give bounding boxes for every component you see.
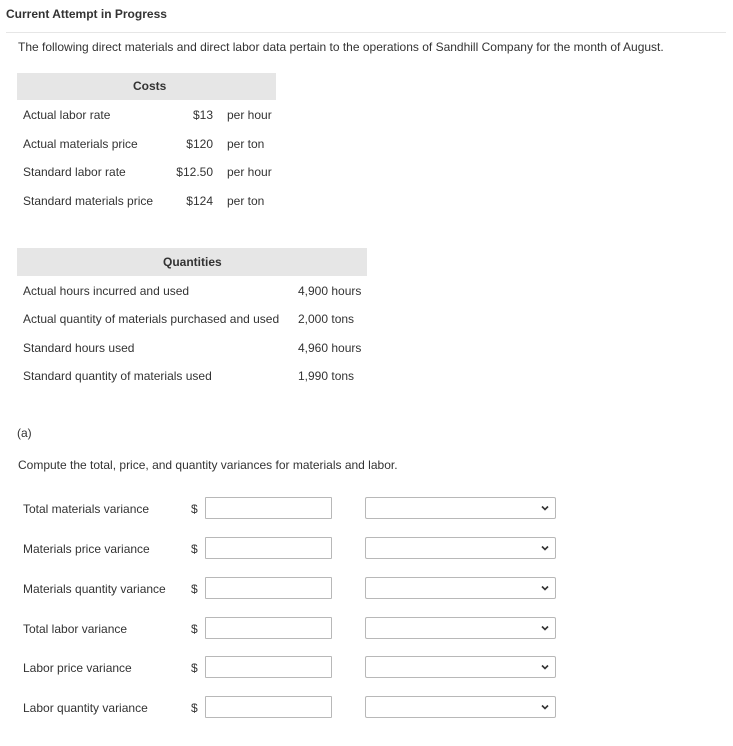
- labor-price-variance-select[interactable]: [365, 656, 556, 678]
- currency-sign: $: [191, 701, 198, 715]
- costs-row: [17, 165, 276, 185]
- quantities-row: [17, 284, 367, 304]
- cost-value: $124: [186, 194, 213, 208]
- quantities-table-header: [17, 248, 367, 276]
- quantity-value: 1,990 tons: [298, 369, 355, 383]
- cost-label: Standard materials price: [23, 194, 154, 208]
- costs-row: [17, 194, 276, 214]
- quantities-row: [17, 312, 367, 332]
- materials-quantity-variance-select[interactable]: [365, 577, 556, 599]
- quantities-heading: Quantities: [163, 255, 222, 269]
- cost-unit: per ton: [227, 194, 265, 208]
- cost-unit: per hour: [227, 108, 272, 122]
- quantities-row: [17, 369, 367, 389]
- materials-price-variance-select[interactable]: [365, 537, 556, 559]
- total-materials-variance-input[interactable]: [205, 497, 332, 519]
- labor-quantity-variance-select[interactable]: [365, 696, 556, 718]
- quantity-value: 2,000 tons: [298, 312, 355, 326]
- part-label: (a): [17, 426, 32, 440]
- labor-quantity-variance-input[interactable]: [205, 696, 332, 718]
- cost-unit: per hour: [227, 165, 272, 179]
- quantity-value: 4,960 hours: [298, 341, 362, 355]
- cost-label: Actual materials price: [23, 137, 138, 151]
- quantities-row: [17, 341, 367, 361]
- labor-price-variance-input[interactable]: [205, 656, 332, 678]
- costs-table-header: [17, 73, 276, 100]
- cost-value: $120: [186, 137, 213, 151]
- variance-label: Labor price variance: [23, 661, 132, 675]
- cost-label: Actual labor rate: [23, 108, 111, 122]
- variance-label: Total materials variance: [23, 502, 150, 516]
- chevron-down-icon: [540, 583, 550, 593]
- variance-row-labor-price: [17, 656, 562, 680]
- variance-row-total-labor: [17, 617, 562, 641]
- chevron-down-icon: [540, 503, 550, 513]
- chevron-down-icon: [540, 662, 550, 672]
- chevron-down-icon: [540, 543, 550, 553]
- currency-sign: $: [191, 502, 198, 516]
- cost-unit: per ton: [227, 137, 265, 151]
- chevron-down-icon: [540, 623, 550, 633]
- variance-row-labor-quantity: [17, 696, 562, 720]
- variance-label: Materials price variance: [23, 542, 150, 556]
- header-divider: [6, 32, 726, 33]
- currency-sign: $: [191, 542, 198, 556]
- quantity-label: Standard hours used: [23, 341, 135, 355]
- cost-value: $12.50: [176, 165, 213, 179]
- currency-sign: $: [191, 622, 198, 636]
- currency-sign: $: [191, 661, 198, 675]
- chevron-down-icon: [540, 702, 550, 712]
- variance-row-materials-price: [17, 537, 562, 561]
- costs-heading: Costs: [133, 79, 167, 93]
- part-instruction: Compute the total, price, and quantity variances for materials and labor.: [18, 458, 398, 472]
- total-labor-variance-input[interactable]: [205, 617, 332, 639]
- variance-label: Materials quantity variance: [23, 582, 166, 596]
- costs-row: [17, 108, 276, 128]
- problem-intro: The following direct materials and direct labor data pertain to the operations of Sandhill Company for the month of August.: [18, 40, 664, 54]
- variance-label: Total labor variance: [23, 622, 128, 636]
- materials-quantity-variance-input[interactable]: [205, 577, 332, 599]
- cost-value: $13: [192, 108, 213, 122]
- quantity-label: Actual hours incurred and used: [23, 284, 190, 298]
- variance-row-total-materials: [17, 497, 562, 521]
- total-labor-variance-select[interactable]: [365, 617, 556, 639]
- materials-price-variance-input[interactable]: [205, 537, 332, 559]
- quantity-value: 4,900 hours: [298, 284, 362, 298]
- cost-label: Standard labor rate: [23, 165, 126, 179]
- currency-sign: $: [191, 582, 198, 596]
- costs-row: [17, 137, 276, 157]
- quantity-label: Actual quantity of materials purchased and used: [23, 312, 280, 326]
- variance-label: Labor quantity variance: [23, 701, 148, 715]
- variance-row-materials-quantity: [17, 577, 562, 601]
- page-title: Current Attempt in Progress: [6, 7, 167, 21]
- total-materials-variance-select[interactable]: [365, 497, 556, 519]
- quantity-label: Standard quantity of materials used: [23, 369, 212, 383]
